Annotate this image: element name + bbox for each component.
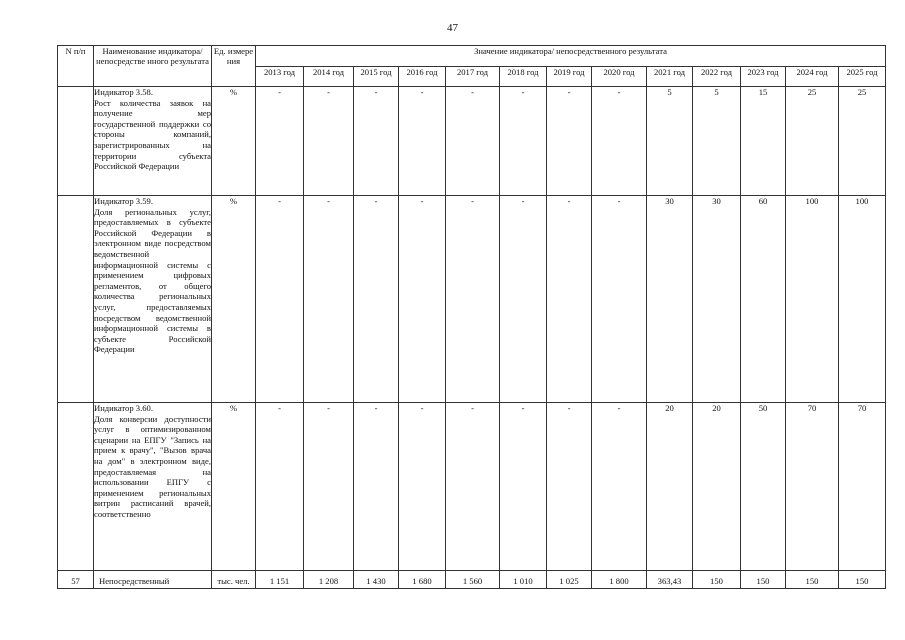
header-year: 2022 год xyxy=(693,67,741,87)
value-cell: 5 xyxy=(693,87,741,196)
header-year: 2024 год xyxy=(786,67,839,87)
header-year: 2014 год xyxy=(304,67,354,87)
value-cell: - xyxy=(547,196,592,403)
value-cell: 60 xyxy=(741,196,786,403)
value-cell: 1 680 xyxy=(399,571,446,589)
value-cell: - xyxy=(256,196,304,403)
value-cell: - xyxy=(256,403,304,571)
value-cell: - xyxy=(446,403,500,571)
indicator-description xyxy=(94,196,212,403)
header-year: 2015 год xyxy=(354,67,399,87)
value-cell: - xyxy=(500,403,547,571)
table-row xyxy=(58,196,886,403)
unit-cell: % xyxy=(212,196,256,403)
value-cell: 150 xyxy=(693,571,741,589)
value-cell: 100 xyxy=(786,196,839,403)
unit-cell: тыс. чел. xyxy=(212,571,256,589)
header-values: Значение индикатора/ непосредственного результата xyxy=(256,46,886,67)
value-cell: - xyxy=(256,87,304,196)
value-cell: 50 xyxy=(741,403,786,571)
value-cell: 1 430 xyxy=(354,571,399,589)
table-row xyxy=(58,87,886,196)
row-number xyxy=(58,196,94,403)
header-year: 2021 год xyxy=(647,67,693,87)
indicator-title: Индикатор 3.59. xyxy=(94,196,153,206)
indicator-text: Рост количества заявок на получение мер государственной поддержки со стороны компаний, зарегистрированных на территории субъекта Российской Федерации xyxy=(94,97,211,172)
value-cell: 150 xyxy=(741,571,786,589)
header-unit: Ед. измере ния xyxy=(212,46,256,87)
value-cell: - xyxy=(354,403,399,571)
value-cell: - xyxy=(304,403,354,571)
table-row xyxy=(58,403,886,571)
unit-cell: % xyxy=(212,87,256,196)
value-cell: 30 xyxy=(647,196,693,403)
value-cell: 363,43 xyxy=(647,571,693,589)
value-cell: 20 xyxy=(693,403,741,571)
value-cell: - xyxy=(399,403,446,571)
indicator-table xyxy=(57,45,886,589)
value-cell: 5 xyxy=(647,87,693,196)
value-cell: 150 xyxy=(786,571,839,589)
value-cell: 70 xyxy=(839,403,886,571)
table-row xyxy=(58,571,886,589)
indicator-description xyxy=(94,571,212,589)
header-year: 2023 год xyxy=(741,67,786,87)
value-cell: - xyxy=(500,87,547,196)
value-cell: - xyxy=(446,87,500,196)
indicator-text: Доля региональных услуг, предоставляемых в субъекте Российской Федерации в электронном виде посредством ведомственной информационной системы с применением цифровых регламентов, от общего количества региональных услуг, предоставляемых посредством ведомственной информационной системы в субъекте Российской Федерации xyxy=(94,206,211,355)
indicator-text: Доля конверсии доступности услуг в оптимизированном сценарии на ЕПГУ "Запись на прием к врачу", "Вызов врача на дом" в электронном виде, предоставляемая на использовании ЕПГУ с применением региональных витрин расписаний врачей, соответственно xyxy=(94,413,211,519)
value-cell: - xyxy=(500,196,547,403)
value-cell: - xyxy=(304,87,354,196)
header-year: 2013 год xyxy=(256,67,304,87)
value-cell: 1 208 xyxy=(304,571,354,589)
value-cell: - xyxy=(592,196,647,403)
header-num: N п/п xyxy=(58,46,94,87)
value-cell: 15 xyxy=(741,87,786,196)
row-number xyxy=(58,403,94,571)
row-number: 57 xyxy=(58,571,94,589)
value-cell: 100 xyxy=(839,196,886,403)
value-cell: 1 010 xyxy=(500,571,547,589)
value-cell: - xyxy=(399,87,446,196)
value-cell: - xyxy=(547,87,592,196)
header-year: 2025 год xyxy=(839,67,886,87)
indicator-title: Индикатор 3.58. xyxy=(94,87,153,97)
value-cell: - xyxy=(446,196,500,403)
header-year: 2018 год xyxy=(500,67,547,87)
header-year: 2016 год xyxy=(399,67,446,87)
header-year: 2017 год xyxy=(446,67,500,87)
value-cell: - xyxy=(354,196,399,403)
value-cell: - xyxy=(592,87,647,196)
value-cell: 30 xyxy=(693,196,741,403)
value-cell: 150 xyxy=(839,571,886,589)
value-cell: - xyxy=(592,403,647,571)
header-year: 2019 год xyxy=(547,67,592,87)
value-cell: 1 800 xyxy=(592,571,647,589)
page-number: 47 xyxy=(447,22,458,34)
value-cell: 20 xyxy=(647,403,693,571)
row-number xyxy=(58,87,94,196)
unit-cell: % xyxy=(212,403,256,571)
value-cell: - xyxy=(399,196,446,403)
value-cell: 1 025 xyxy=(547,571,592,589)
value-cell: 70 xyxy=(786,403,839,571)
indicator-description xyxy=(94,403,212,571)
indicator-title: Индикатор 3.60. xyxy=(94,403,153,413)
value-cell: 1 151 xyxy=(256,571,304,589)
header-year: 2020 год xyxy=(592,67,647,87)
indicator-description xyxy=(94,87,212,196)
value-cell: 1 560 xyxy=(446,571,500,589)
header-name: Наименование индикатора/непосредстве нного результата xyxy=(94,46,212,87)
value-cell: - xyxy=(354,87,399,196)
value-cell: - xyxy=(547,403,592,571)
value-cell: 25 xyxy=(839,87,886,196)
indicator-text: Непосредственный xyxy=(99,575,170,586)
value-cell: 25 xyxy=(786,87,839,196)
value-cell: - xyxy=(304,196,354,403)
